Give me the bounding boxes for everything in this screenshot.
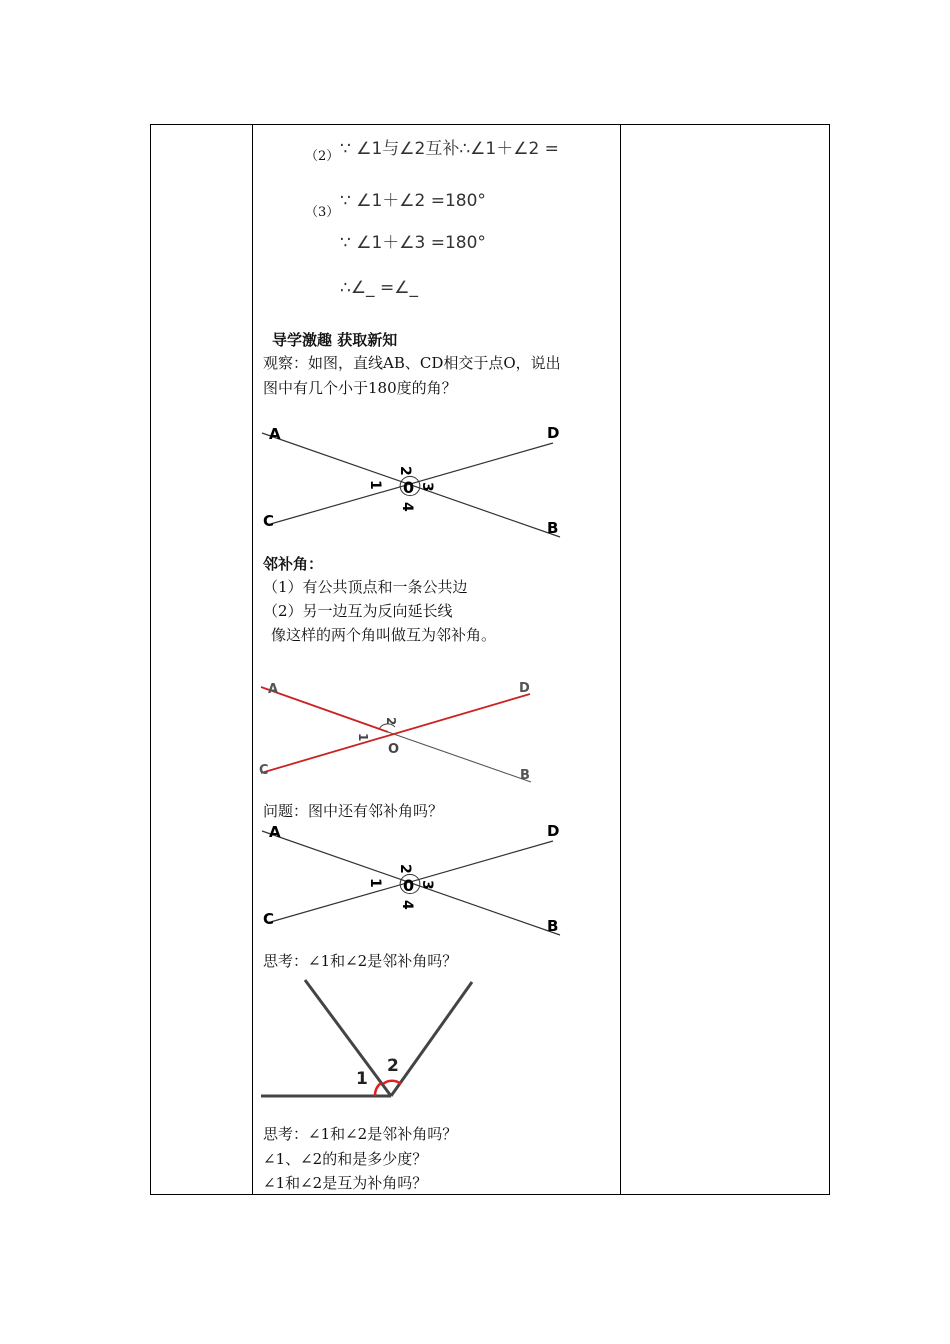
lesson-table: [150, 124, 830, 1195]
column-divider-left: [252, 125, 253, 1194]
ray-oa-red: [261, 687, 388, 732]
label-c: C: [263, 512, 275, 530]
step3-line1: ∵ ∠1＋∠2 =180°: [340, 191, 486, 211]
right-ray: [391, 982, 472, 1096]
angle-label-1: 1: [356, 1069, 368, 1089]
think-question-2-line-3: ∠1和∠2是互为补角吗？: [263, 1174, 428, 1192]
angle-label-4: 4: [399, 502, 415, 512]
label-a: A: [269, 425, 281, 443]
label-d: D: [519, 681, 530, 696]
step3-label: （3）: [305, 205, 340, 220]
intersecting-lines-figure-1: [255, 420, 575, 545]
angle-label-4: 4: [399, 900, 415, 910]
definition-summary: 像这样的两个角叫做互为邻补角。: [271, 626, 497, 644]
step3-line2: ∵ ∠1＋∠3 =180°: [340, 233, 486, 253]
label-a: A: [268, 682, 279, 697]
angle-label-2: 2: [397, 864, 413, 874]
label-a: A: [269, 823, 281, 841]
label-d: D: [547, 424, 560, 442]
angle-label-1: 1: [367, 480, 383, 490]
angle-label-1: 1: [367, 878, 383, 888]
left-ray: [305, 980, 391, 1096]
angle-label-2: 2: [397, 466, 413, 476]
label-o: 0: [403, 478, 415, 497]
angle-1-arc: [375, 1083, 381, 1096]
label-c: C: [259, 763, 269, 778]
label-o: O: [388, 742, 400, 757]
label-o: 0: [403, 876, 415, 895]
angle-label-3: 3: [419, 482, 435, 492]
angle-label-2: 2: [387, 1056, 399, 1076]
think-question-2-line-2: ∠1、∠2的和是多少度？: [263, 1150, 428, 1168]
definition-item-1: （1）有公共顶点和一条公共边: [263, 578, 468, 596]
line-cd-red: [261, 694, 530, 773]
section-heading: 导学激趣 获取新知: [272, 331, 398, 349]
definition-item-2: （2）另一边互为反向延长线: [263, 602, 453, 620]
angle-2-arc: [383, 1081, 401, 1084]
adjacent-angles-figure: [255, 675, 545, 787]
observe-line-2: 图中有几个小于180度的角？: [263, 379, 457, 397]
step2-label: （2）: [305, 149, 340, 164]
label-b: B: [547, 917, 559, 935]
label-b: B: [547, 519, 559, 537]
angle-label-1: 1: [356, 733, 370, 742]
observe-line-1: 观察：如图，直线AB、CD相交于点O，说出: [263, 354, 561, 372]
label-b: B: [520, 768, 530, 783]
ray-ob: [388, 732, 531, 782]
think-question-2-line-1: 思考：∠1和∠2是邻补角吗？: [263, 1125, 458, 1143]
step3-line3: ∴∠_ =∠_: [340, 278, 418, 298]
label-c: C: [263, 910, 275, 928]
definition-title: 邻补角：: [263, 555, 324, 573]
v-angle-figure: [255, 976, 485, 1101]
angle-label-3: 3: [419, 880, 435, 890]
angle-label-2: 2: [384, 717, 398, 726]
step2-text: ∵ ∠1与∠2互补∴∠1＋∠2 =: [340, 139, 559, 159]
intersecting-lines-figure-2: [255, 818, 575, 943]
column-divider-right: [620, 125, 621, 1194]
question-text: 问题：图中还有邻补角吗？: [263, 802, 444, 820]
think-question-1: 思考：∠1和∠2是邻补角吗？: [263, 952, 458, 970]
label-d: D: [547, 822, 560, 840]
